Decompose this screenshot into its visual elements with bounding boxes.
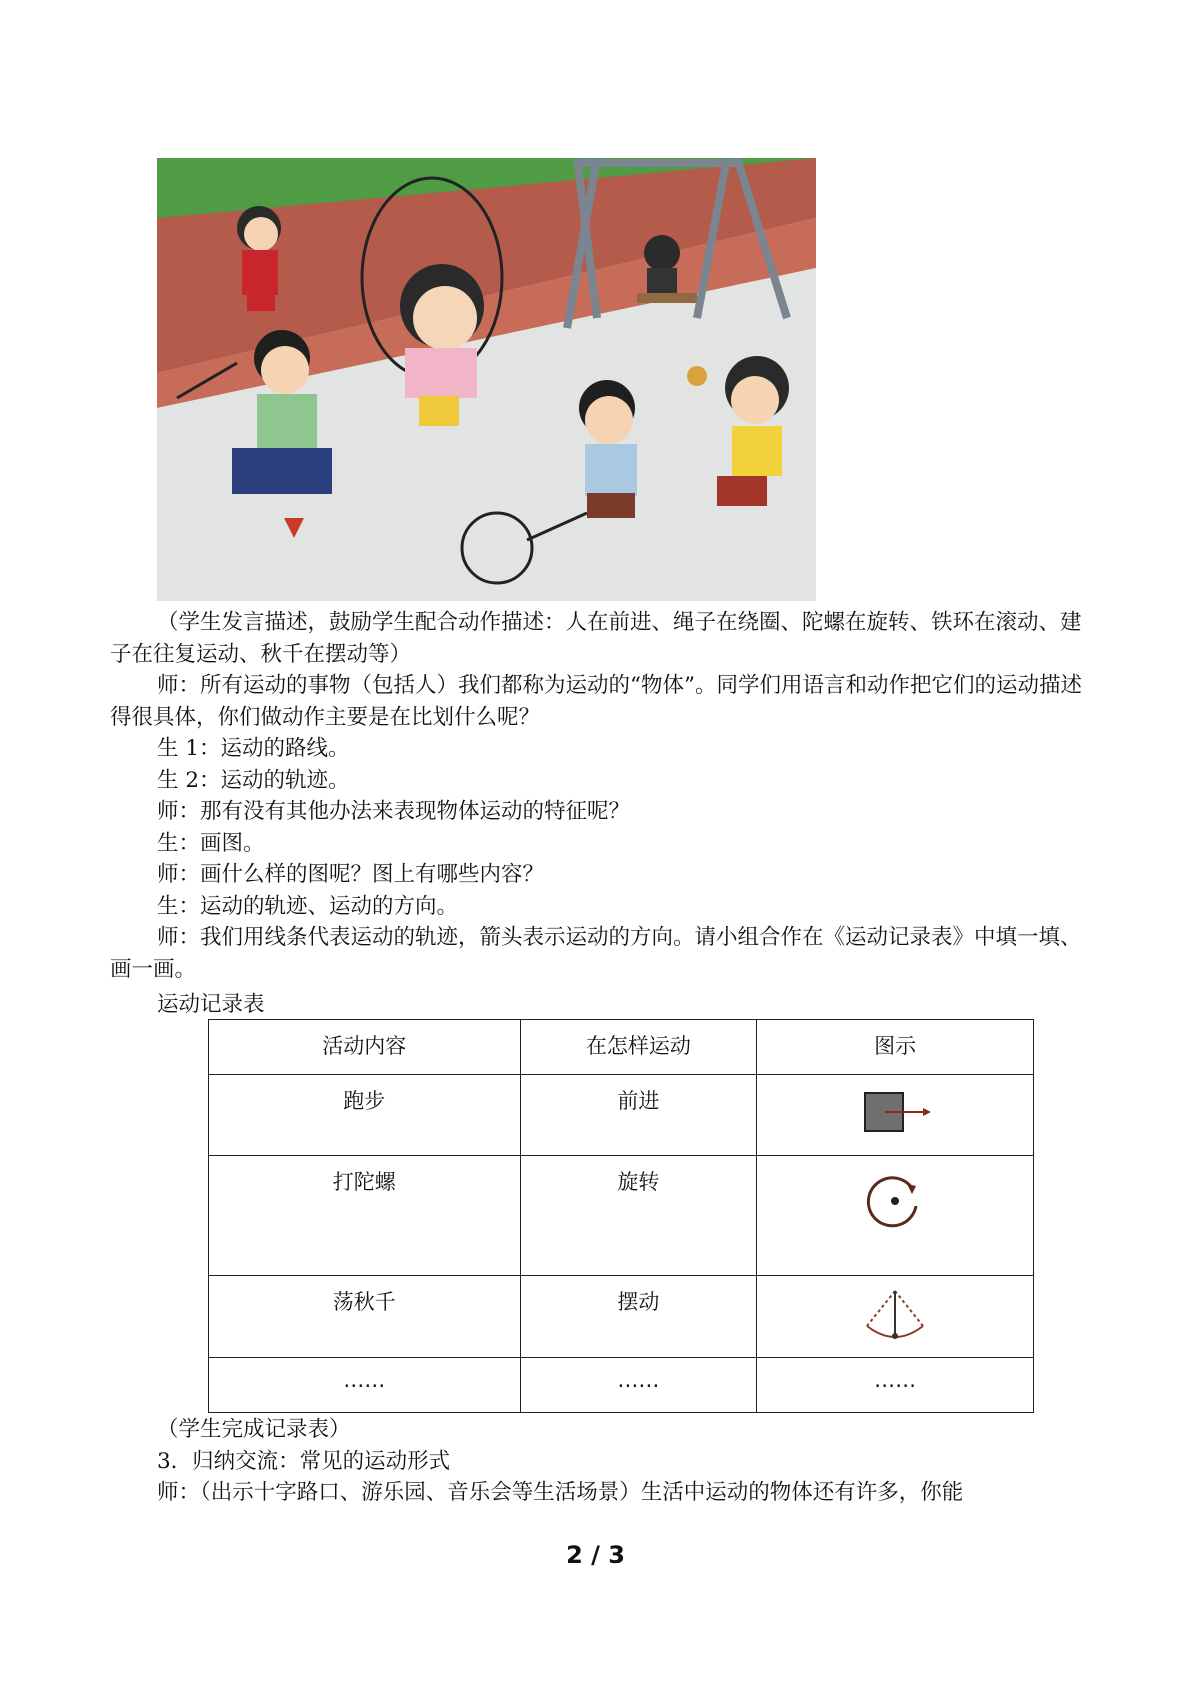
table-caption: 运动记录表 <box>157 992 265 1017</box>
paragraph: 3．归纳交流：常见的运动形式 <box>157 1448 451 1474</box>
motion-cell: 摆动 <box>520 1276 757 1358</box>
playground-illustration <box>157 158 816 601</box>
square-arrow-icon <box>855 1085 935 1135</box>
motion-cell: …… <box>520 1358 757 1413</box>
paragraph: （学生发言描述，鼓励学生配合动作描述：人在前进、绳子在绕圈、陀螺在旋转、铁环在滚动、建子在往复运动、秋千在摆动等） <box>110 610 1082 667</box>
paragraph: 生 1：运动的路线。 <box>157 736 350 761</box>
paragraph: 师：（出示十字路口、游乐园、音乐会等生活场景）生活中运动的物体还有许多，你能 <box>157 1480 964 1505</box>
paragraph: 师：所有运动的事物（包括人）我们都称为运动的“物体”。同学们用语言和动作把它们的运动描述得很具体，你们做动作主要是在比划什么呢？ <box>110 673 1082 730</box>
pendulum-arc-icon <box>855 1286 935 1346</box>
circle-rotation-icon <box>860 1166 930 1236</box>
paragraph: 生 2：运动的轨迹。 <box>157 767 350 793</box>
activity-cell: 荡秋千 <box>209 1276 521 1358</box>
diagram-cell <box>757 1156 1034 1276</box>
table-header: 图示 <box>757 1020 1034 1075</box>
paragraph: 生：画图。 <box>157 830 265 856</box>
paragraph: 生：运动的轨迹、运动的方向。 <box>157 893 459 919</box>
table-header: 活动内容 <box>209 1020 521 1075</box>
page-number: 2 / 3 <box>566 1541 625 1569</box>
after-text <box>157 1414 1087 1509</box>
motion-cell: 前进 <box>520 1075 757 1156</box>
paragraph: 师：画什么样的图呢？图上有哪些内容？ <box>157 862 545 887</box>
paragraph: 师：我们用线条代表运动的轨迹，箭头表示运动的方向。请小组合作在《运动记录表》中填一填、画一画。 <box>110 925 1082 982</box>
table-row <box>209 1075 1034 1156</box>
table-row <box>209 1276 1034 1358</box>
motion-record-table <box>208 1019 1034 1413</box>
diagram-cell <box>757 1075 1034 1156</box>
table-row <box>209 1156 1034 1276</box>
diagram-cell <box>757 1276 1034 1358</box>
motion-cell: 旋转 <box>520 1156 757 1276</box>
activity-cell: 跑步 <box>209 1075 521 1156</box>
diagram-cell: …… <box>757 1358 1034 1413</box>
table-header: 在怎样运动 <box>520 1020 757 1075</box>
table-row <box>209 1358 1034 1413</box>
paragraph: 师：那有没有其他办法来表现物体运动的特征呢？ <box>157 799 631 824</box>
activity-cell: 打陀螺 <box>209 1156 521 1276</box>
paragraph: （学生完成记录表） <box>157 1417 351 1442</box>
table-header-row <box>209 1020 1034 1075</box>
activity-cell: …… <box>209 1358 521 1413</box>
body-text <box>110 607 1090 985</box>
